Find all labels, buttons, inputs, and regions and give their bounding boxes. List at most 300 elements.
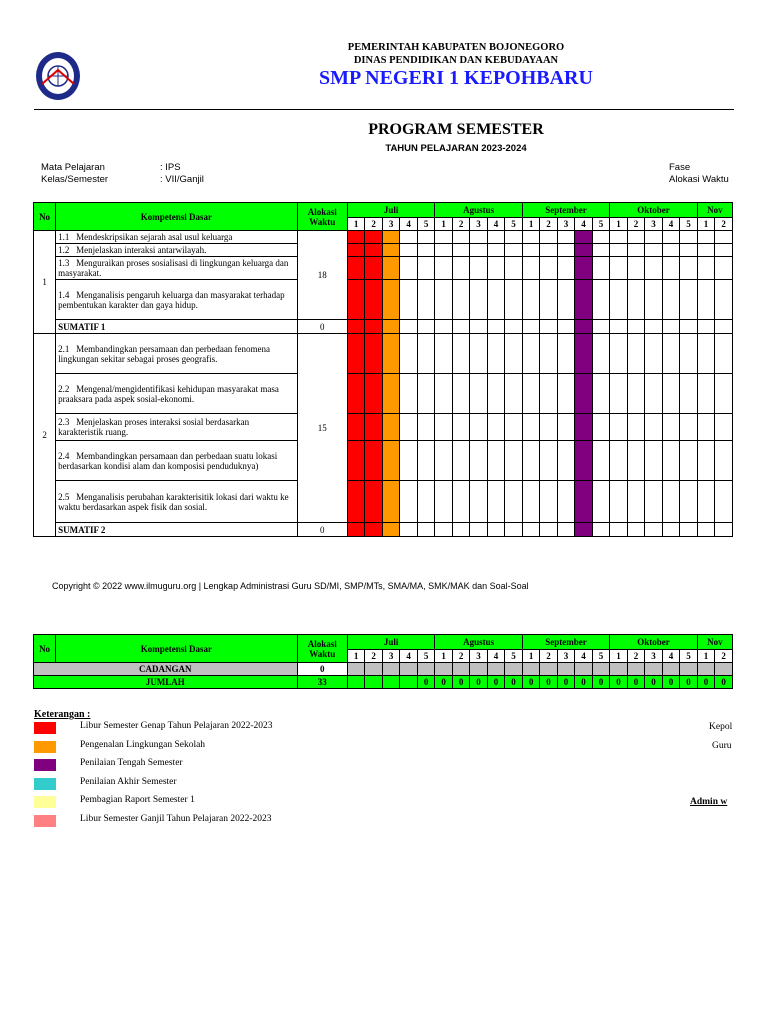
week-cell xyxy=(697,280,714,320)
week-cell xyxy=(522,414,539,441)
week-header: 1 xyxy=(347,218,364,231)
week-header: 5 xyxy=(417,218,435,231)
week-cell xyxy=(470,374,487,414)
week-header: 4 xyxy=(575,650,592,663)
kd-text xyxy=(56,280,297,320)
week-header: 5 xyxy=(680,218,698,231)
week-cell xyxy=(435,320,452,334)
week-cell xyxy=(610,663,627,676)
week-cell xyxy=(592,280,609,320)
kd-text xyxy=(56,244,297,257)
week-cell xyxy=(697,257,714,280)
week-cell xyxy=(557,334,574,374)
week-header: 1 xyxy=(610,650,627,663)
week-cell xyxy=(715,257,733,280)
week-cell xyxy=(645,523,662,537)
page-title: PROGRAM SEMESTER xyxy=(368,121,544,138)
week-header: 1 xyxy=(347,650,364,663)
government-name: PEMERINTAH KABUPATEN BOJONEGORO xyxy=(347,42,565,53)
week-cell xyxy=(505,663,523,676)
week-cell xyxy=(522,320,539,334)
week-cell xyxy=(505,334,523,374)
week-cell xyxy=(592,320,609,334)
kd-row xyxy=(34,257,733,280)
week-cell xyxy=(662,663,679,676)
kd-number: 2.3 xyxy=(58,417,70,427)
week-cell xyxy=(487,244,504,257)
kd-row xyxy=(34,244,733,257)
week-cell xyxy=(627,334,644,374)
week-cell xyxy=(417,257,435,280)
week-total: 0 xyxy=(452,676,469,689)
sumatif-alloc: 0 xyxy=(297,523,347,537)
kd-text xyxy=(56,257,297,280)
week-cell xyxy=(662,244,679,257)
week-cell xyxy=(522,663,539,676)
week-cell xyxy=(400,320,417,334)
week-cell xyxy=(487,663,504,676)
week-cell xyxy=(417,663,435,676)
class-value: : VII/Ganjil xyxy=(160,174,204,185)
week-cell xyxy=(575,441,592,481)
week-cell xyxy=(347,280,364,320)
week-cell xyxy=(575,244,592,257)
week-cell xyxy=(680,481,698,523)
week-cell xyxy=(715,414,733,441)
week-cell xyxy=(382,244,399,257)
kd-number: 1.2 xyxy=(58,245,70,255)
week-cell xyxy=(417,374,435,414)
week-cell xyxy=(662,320,679,334)
week-cell xyxy=(452,244,469,257)
kd-row xyxy=(34,374,733,414)
sumatif-alloc: 0 xyxy=(297,320,347,334)
week-cell xyxy=(470,244,487,257)
kd-description: Mendeskripsikan sejarah asal usul keluarga xyxy=(76,232,233,242)
week-cell xyxy=(575,374,592,414)
week-cell xyxy=(645,481,662,523)
kd-description: Membandingkan persamaan dan perbedaan fenomena lingkungan sekitar sebagai proses geografis. xyxy=(58,343,271,364)
week-cell xyxy=(435,231,452,244)
kd-row xyxy=(34,441,733,481)
week-cell xyxy=(697,334,714,374)
teacher-label: Guru xyxy=(712,741,732,751)
week-cell xyxy=(662,414,679,441)
sumatif-row xyxy=(34,320,733,334)
semester-program-table xyxy=(33,202,733,537)
week-cell xyxy=(452,481,469,523)
jumlah-label: JUMLAH xyxy=(34,676,298,689)
week-cell xyxy=(645,441,662,481)
week-cell xyxy=(575,334,592,374)
week-cell xyxy=(627,414,644,441)
legend-label: Pembagian Raport Semester 1 xyxy=(80,795,195,805)
week-cell xyxy=(627,663,644,676)
week-cell xyxy=(417,244,435,257)
legend-swatch xyxy=(34,741,56,753)
week-header: 4 xyxy=(487,218,504,231)
week-cell xyxy=(610,374,627,414)
subject-label: Mata Pelajaran xyxy=(41,162,105,173)
week-cell xyxy=(540,374,557,414)
week-cell xyxy=(662,441,679,481)
week-header: 2 xyxy=(365,218,382,231)
week-cell xyxy=(400,481,417,523)
copyright-text: Copyright © 2022 www.ilmuguru.org | Lengkap Administrasi Guru SD/MI, SMP/MTs, SMA/MA, SMK/MAK dan Soal-Soal xyxy=(52,581,529,591)
week-cell xyxy=(575,280,592,320)
week-cell xyxy=(522,441,539,481)
week-cell xyxy=(382,414,399,441)
week-cell xyxy=(557,374,574,414)
week-cell xyxy=(400,231,417,244)
week-cell xyxy=(540,280,557,320)
week-cell xyxy=(645,244,662,257)
week-cell xyxy=(347,231,364,244)
week-total: 0 xyxy=(557,676,574,689)
week-cell xyxy=(680,244,698,257)
week-header: 1 xyxy=(435,218,452,231)
col-kd-header: Kompetensi Dasar xyxy=(56,635,297,663)
week-cell xyxy=(435,481,452,523)
week-cell xyxy=(382,231,399,244)
week-cell xyxy=(347,320,364,334)
week-cell xyxy=(645,414,662,441)
week-cell xyxy=(382,663,399,676)
week-cell xyxy=(540,414,557,441)
week-header: 1 xyxy=(435,650,452,663)
week-cell xyxy=(417,441,435,481)
week-total: 0 xyxy=(592,676,609,689)
week-cell xyxy=(627,481,644,523)
kd-text xyxy=(56,231,297,244)
week-cell xyxy=(575,523,592,537)
week-cell xyxy=(645,374,662,414)
week-cell xyxy=(540,334,557,374)
week-total xyxy=(347,676,364,689)
week-cell xyxy=(627,320,644,334)
week-cell xyxy=(470,414,487,441)
week-total xyxy=(382,676,399,689)
kd-description: Menganalisis pengaruh keluarga dan masyarakat terhadap pembentukan karakter dan gaya hidup. xyxy=(58,289,285,310)
week-cell xyxy=(662,334,679,374)
week-header: 5 xyxy=(505,650,523,663)
week-cell xyxy=(680,414,698,441)
header-divider xyxy=(34,109,734,110)
cadangan-label: CADANGAN xyxy=(34,663,298,676)
week-header: 4 xyxy=(400,650,417,663)
week-total: 0 xyxy=(487,676,504,689)
week-cell xyxy=(470,663,487,676)
week-cell xyxy=(680,231,698,244)
week-cell xyxy=(680,257,698,280)
week-cell xyxy=(365,231,382,244)
week-cell xyxy=(347,481,364,523)
jumlah-row xyxy=(34,676,733,689)
week-cell xyxy=(680,441,698,481)
week-cell xyxy=(365,374,382,414)
week-cell xyxy=(610,244,627,257)
kd-number: 2.4 xyxy=(58,450,70,461)
month-header: Juli xyxy=(347,203,434,218)
summary-table xyxy=(33,634,733,689)
week-total xyxy=(400,676,417,689)
week-cell xyxy=(697,663,714,676)
week-cell xyxy=(505,441,523,481)
legend-swatch xyxy=(34,759,56,771)
week-cell xyxy=(522,244,539,257)
week-total: 0 xyxy=(697,676,714,689)
week-cell xyxy=(715,334,733,374)
alloc-label: Alokasi Waktu xyxy=(669,174,729,185)
week-cell xyxy=(505,320,523,334)
week-header: 3 xyxy=(645,218,662,231)
week-cell xyxy=(452,257,469,280)
week-cell xyxy=(610,231,627,244)
week-cell xyxy=(557,280,574,320)
week-cell xyxy=(470,481,487,523)
week-cell xyxy=(575,481,592,523)
week-cell xyxy=(610,481,627,523)
col-alloc-header: Alokasi Waktu xyxy=(297,635,347,663)
week-cell xyxy=(592,374,609,414)
col-no-header: No xyxy=(34,203,56,231)
week-cell xyxy=(365,280,382,320)
week-cell xyxy=(680,663,698,676)
week-header: 1 xyxy=(697,650,714,663)
month-header: September xyxy=(522,635,609,650)
week-cell xyxy=(347,663,364,676)
kd-description: Menguraikan proses sosialisasi di lingkungan keluarga dan masyarakat. xyxy=(58,258,289,278)
kd-text xyxy=(56,374,297,414)
week-cell xyxy=(417,523,435,537)
week-cell xyxy=(347,257,364,280)
week-cell xyxy=(505,374,523,414)
week-cell xyxy=(540,523,557,537)
week-cell xyxy=(645,231,662,244)
week-cell xyxy=(487,280,504,320)
week-header: 3 xyxy=(382,218,399,231)
week-cell xyxy=(382,334,399,374)
month-header: Nov xyxy=(697,203,732,218)
kd-description: Mengenal/mengidentifikasi kehidupan masyarakat masa praaksara pada aspek sosial-ekonomi. xyxy=(58,383,279,404)
month-header: Nov xyxy=(697,635,732,650)
week-cell xyxy=(505,414,523,441)
week-cell xyxy=(592,257,609,280)
week-total: 0 xyxy=(610,676,627,689)
week-total: 0 xyxy=(417,676,435,689)
kd-number: 1.4 xyxy=(58,289,70,300)
week-cell xyxy=(557,414,574,441)
week-total: 0 xyxy=(662,676,679,689)
week-cell xyxy=(715,374,733,414)
kd-text xyxy=(56,481,297,523)
week-cell xyxy=(382,481,399,523)
week-cell xyxy=(452,663,469,676)
week-cell xyxy=(662,280,679,320)
week-cell xyxy=(505,523,523,537)
week-cell xyxy=(487,320,504,334)
kd-number: 2.1 xyxy=(58,343,70,354)
week-cell xyxy=(522,257,539,280)
week-header: 2 xyxy=(452,218,469,231)
week-cell xyxy=(435,374,452,414)
month-header: Agustus xyxy=(435,635,522,650)
week-cell xyxy=(662,481,679,523)
week-cell xyxy=(627,231,644,244)
week-header: 2 xyxy=(715,218,733,231)
week-cell xyxy=(610,523,627,537)
kd-row xyxy=(34,481,733,523)
week-header: 5 xyxy=(592,650,609,663)
week-header: 3 xyxy=(645,650,662,663)
week-cell xyxy=(627,280,644,320)
department-name: DINAS PENDIDIKAN DAN KEBUDAYAAN xyxy=(353,55,559,66)
week-cell xyxy=(452,320,469,334)
week-cell xyxy=(382,320,399,334)
week-total: 0 xyxy=(645,676,662,689)
week-cell xyxy=(382,257,399,280)
week-header: 2 xyxy=(627,218,644,231)
week-cell xyxy=(470,334,487,374)
week-cell xyxy=(365,334,382,374)
kd-text xyxy=(56,441,297,481)
group-alloc: 15 xyxy=(297,334,347,523)
school-logo-icon xyxy=(34,50,82,102)
kd-number: 1.1 xyxy=(58,232,70,242)
week-cell xyxy=(715,481,733,523)
week-cell xyxy=(435,334,452,374)
week-cell xyxy=(610,280,627,320)
week-cell xyxy=(557,244,574,257)
week-cell xyxy=(627,257,644,280)
week-cell xyxy=(540,320,557,334)
week-cell xyxy=(540,441,557,481)
week-cell xyxy=(715,320,733,334)
week-cell xyxy=(715,663,733,676)
week-total: 0 xyxy=(522,676,539,689)
kd-description: Menganalisis perubahan karakterisitik lokasi dari waktu ke waktu berdasarkan aspek fisik dan sosial. xyxy=(58,491,289,512)
week-cell xyxy=(400,523,417,537)
week-cell xyxy=(347,374,364,414)
month-header: September xyxy=(522,203,609,218)
week-cell xyxy=(592,441,609,481)
week-cell xyxy=(487,523,504,537)
col-no-header: No xyxy=(34,635,56,663)
week-cell xyxy=(505,244,523,257)
week-total: 0 xyxy=(680,676,698,689)
week-header: 3 xyxy=(382,650,399,663)
week-cell xyxy=(382,374,399,414)
academic-year: TAHUN PELAJARAN 2023-2024 xyxy=(385,143,527,154)
week-cell xyxy=(697,481,714,523)
week-cell xyxy=(522,523,539,537)
week-cell xyxy=(400,441,417,481)
week-cell xyxy=(382,280,399,320)
week-cell xyxy=(697,374,714,414)
cadangan-value: 0 xyxy=(297,663,347,676)
week-cell xyxy=(557,481,574,523)
week-total: 0 xyxy=(435,676,452,689)
week-cell xyxy=(400,257,417,280)
sumatif-row xyxy=(34,523,733,537)
week-cell xyxy=(400,244,417,257)
week-header: 2 xyxy=(365,650,382,663)
week-cell xyxy=(557,257,574,280)
legend-label: Libur Semester Genap Tahun Pelajaran 2022-2023 xyxy=(80,721,273,731)
jumlah-value: 33 xyxy=(297,676,347,689)
week-cell xyxy=(417,414,435,441)
week-cell xyxy=(365,441,382,481)
week-cell xyxy=(592,663,609,676)
week-cell xyxy=(487,441,504,481)
week-cell xyxy=(610,257,627,280)
kd-description: Membandingkan persamaan dan perbedaan suatu lokasi berdasarkan kondisi alam dan komposisi penduduknya) xyxy=(58,450,278,471)
legend-label: Libur Semester Ganjil Tahun Pelajaran 2022-2023 xyxy=(80,814,272,824)
kd-description: Menjelaskan interaksi antarwilayah. xyxy=(76,245,207,255)
week-cell xyxy=(645,663,662,676)
week-cell xyxy=(365,481,382,523)
week-cell xyxy=(522,231,539,244)
week-cell xyxy=(592,231,609,244)
week-cell xyxy=(347,441,364,481)
week-cell xyxy=(540,244,557,257)
week-cell xyxy=(400,280,417,320)
week-header: 3 xyxy=(470,218,487,231)
week-cell xyxy=(470,257,487,280)
week-cell xyxy=(592,523,609,537)
week-header: 2 xyxy=(715,650,733,663)
week-cell xyxy=(435,257,452,280)
admin-label: Admin w xyxy=(690,797,728,807)
week-cell xyxy=(452,414,469,441)
week-cell xyxy=(575,414,592,441)
legend-label: Pengenalan Lingkungan Sekolah xyxy=(80,740,206,750)
week-cell xyxy=(505,231,523,244)
week-header: 4 xyxy=(662,650,679,663)
week-cell xyxy=(382,441,399,481)
week-header: 1 xyxy=(697,218,714,231)
week-cell xyxy=(417,280,435,320)
kd-number: 2.5 xyxy=(58,491,70,502)
cadangan-row xyxy=(34,663,733,676)
week-cell xyxy=(487,231,504,244)
week-total: 0 xyxy=(470,676,487,689)
group-alloc: 18 xyxy=(297,231,347,320)
kd-row xyxy=(34,231,733,244)
week-cell xyxy=(470,523,487,537)
legend-swatch xyxy=(34,815,56,827)
col-kd-header: Kompetensi Dasar xyxy=(56,203,297,231)
week-cell xyxy=(470,280,487,320)
week-cell xyxy=(452,334,469,374)
week-header: 1 xyxy=(522,218,539,231)
week-cell xyxy=(627,374,644,414)
month-header: Oktober xyxy=(610,635,697,650)
week-cell xyxy=(400,374,417,414)
week-cell xyxy=(435,441,452,481)
week-cell xyxy=(575,663,592,676)
week-header: 1 xyxy=(522,650,539,663)
week-cell xyxy=(715,280,733,320)
week-header: 3 xyxy=(470,650,487,663)
col-alloc-header: Alokasi Waktu xyxy=(297,203,347,231)
subject-value: : IPS xyxy=(160,162,181,173)
week-cell xyxy=(662,231,679,244)
week-header: 4 xyxy=(662,218,679,231)
week-cell xyxy=(645,280,662,320)
week-cell xyxy=(365,414,382,441)
week-total: 0 xyxy=(627,676,644,689)
